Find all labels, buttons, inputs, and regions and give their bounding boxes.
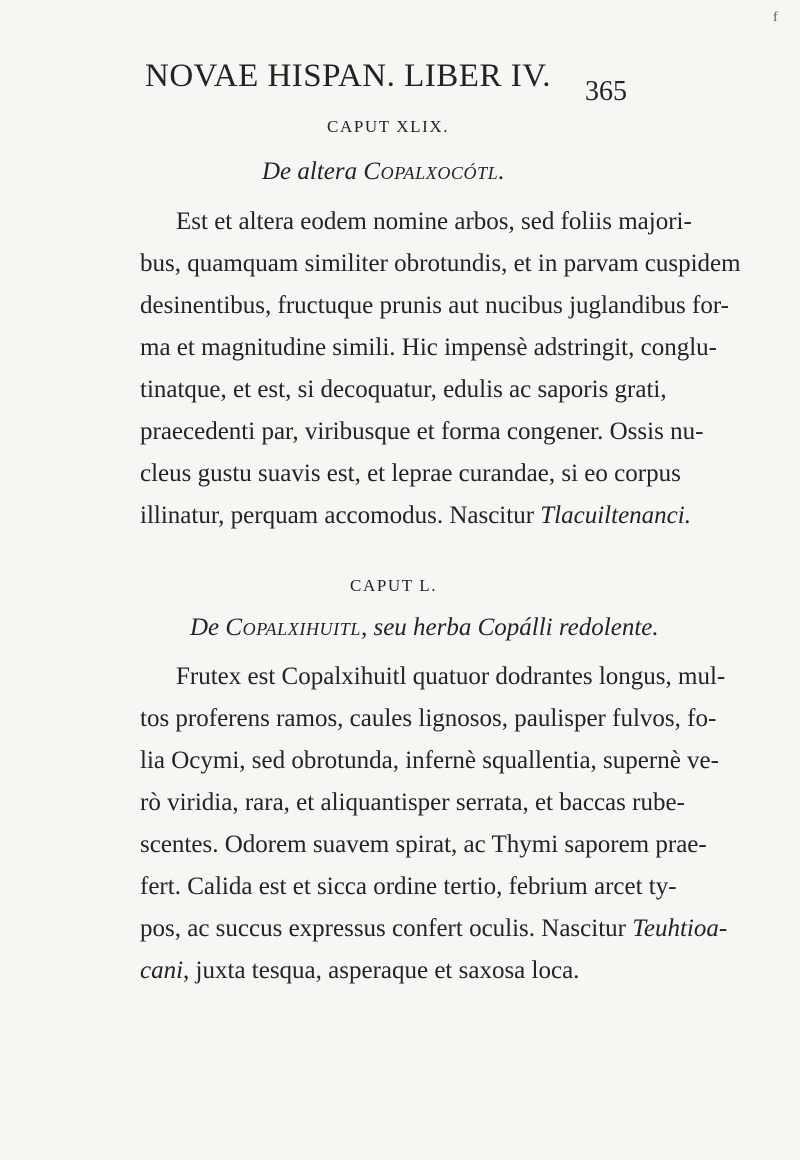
place-name: Teuhtioa- [632,915,728,942]
text-line: bus, quamquam similiter obrotundis, et in parvam cuspidem [140,250,741,277]
text-line-start: illinatur, perquam accomodus. Nascitur [140,502,535,529]
chapter-text [140,201,741,537]
text-line-start: pos, ac succus expressus confert oculis. Nascitur [140,915,626,942]
running-head [145,58,675,107]
text-line: cleus gustu suavis est, et leprae curandae, si eo corpus [140,460,681,487]
text-line-end: , juxta tesqua, asperaque et saxosa loca. [183,957,580,984]
chapter-text [140,656,728,992]
corner-mark: f [773,10,778,25]
chapter-title-prefix: De [190,614,220,641]
text-line: ma et magnitudine simili. Hic impensè adstringit, conglu- [140,334,717,361]
text-line: Est et altera eodem nomine arbos, sed foliis majori- [176,208,692,235]
text-line: fert. Calida est et sicca ordine tertio, febrium arcet ty- [140,873,677,900]
text-line [140,908,728,950]
chapter-title [190,614,659,642]
text-line: tos proferens ramos, caules lignosos, paulisper fulvos, fo- [140,705,717,732]
place-name-continued: cani [140,957,184,984]
chapter-title-name: Copalxocótl. [363,158,506,185]
text-line: praecedenti par, viribusque et forma congener. Ossis nu- [140,418,704,445]
text-line: desinentibus, fructuque prunis aut nucibus juglandibus for- [140,292,729,319]
chapter-label: CAPUT L. [350,576,438,595]
text-line: Frutex est Copalxihuitl quatuor dodrantes longus, mul- [176,663,726,690]
running-title: NOVAE HISPAN. LIBER IV. [145,58,552,94]
text-line: scentes. Odorem suavem spirat, ac Thymi saporem prae- [140,831,707,858]
text-line [140,950,660,992]
chapter-title-suffix: , seu herba Copálli redolente. [360,614,659,641]
chapter-title-name: Copalxihuitl [225,614,361,641]
text-line: tinatque, et est, si decoquatur, edulis ac saporis grati, [140,376,667,403]
chapter-title [262,158,505,186]
text-line: lia Ocymi, sed obrotunda, infernè squallentia, supernè ve- [140,747,719,774]
text-line [140,495,691,537]
chapter-label: CAPUT XLIX. [327,117,450,136]
place-name: Tlacuiltenanci. [540,502,691,529]
chapter-title-prefix: De altera [262,158,358,185]
page-number: 365 [585,76,627,107]
text-line: rò viridia, rara, et aliquantisper serrata, et baccas rube- [140,789,685,816]
